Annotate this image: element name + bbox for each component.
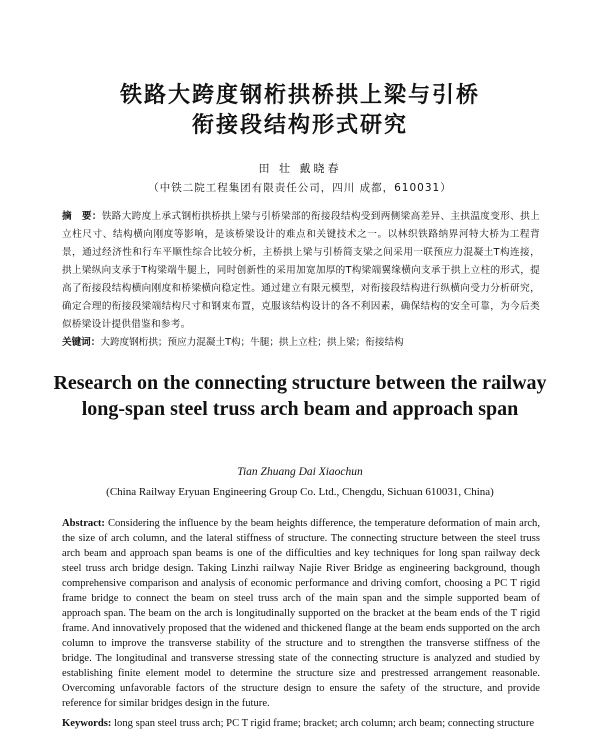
chinese-keywords-label: 关键词： [62, 337, 101, 348]
english-abstract-label: Abstract: [62, 518, 105, 529]
chinese-authors: 田 壮 戴晓春 [258, 162, 342, 175]
english-authors: Tian Zhuang Dai Xiaochun [237, 466, 363, 478]
chinese-title-line-1: 铁路大跨度钢桁拱桥拱上梁与引桥 [119, 83, 480, 108]
english-title-line-2: long-span steel truss arch beam and approach span [81, 398, 519, 420]
english-keywords-text: long span steel truss arch; PC T rigid frame; bracket; arch column; arch beam; connecting structure [111, 718, 535, 729]
chinese-abstract [62, 208, 540, 334]
chinese-affiliation: （中铁二院工程集团有限责任公司，四川 成都，610031） [148, 182, 452, 194]
english-keywords [62, 716, 540, 731]
chinese-keywords [62, 334, 540, 352]
chinese-abstract-label: 摘 要： [62, 211, 102, 222]
english-abstract-text: Considering the influence by the beam heights difference, the temperature deformation of main arch, the size of arch column, and the lateral stiffness of structure. The connecting structure between the steel truss arch beam and approach span beams is one of the difficulties and key techniques for long span railway deck steel truss arch bridge design. Taking Linzhi railway Najie River Bridge as engineering background, though comprehensive comparison and analysis of economic performance and driving comfort, choosing a PC T rigid frame bridge to connect the beam on steel truss arch of the main span and the simple supported beam of approach span. The beam on the arch is longitudinally supported on the bracket at the beam ends of the T rigid frame. And innovatively proposed that the widened and thickened flange at the beam ends supported on the arch column to improve the transverse stability of the structure and to strengthen the transverse stiffness of the bridge. The longitudinal and transverse stressing state of the connecting structure is analyzed and studied by establishing finite element model to determine the structure size and prestressed arrangement reasonable. Overcoming unfavorable factors of the structure design to ensure the safety of the structure, and provide reference for similar bridges design in the future. [62, 518, 540, 709]
english-title-line-1: Research on the connecting structure between the railway [53, 372, 547, 394]
chinese-keywords-text: 大跨度钢桁拱；预应力混凝土T构；牛腿；拱上立柱；拱上梁；衔接结构 [100, 337, 404, 348]
english-affiliation: (China Railway Eryuan Engineering Group Co. Ltd., Chengdu, Sichuan 610031, China) [106, 486, 494, 498]
english-abstract [62, 516, 540, 711]
chinese-title-line-2: 衔接段结构形式研究 [191, 113, 408, 138]
english-keywords-label: Keywords: [62, 718, 112, 729]
chinese-abstract-text: 铁路大跨度上承式钢桁拱桥拱上梁与引桥梁部的衔接段结构受到两侧梁高差异、主拱温度变形、拱上立柱尺寸、结构横向刚度等影响，是该桥梁设计的难点和关键技术之一。以林织铁路纳界河特大桥为工程背景，通过经济性和行车平顺性综合比较分析，主桥拱上梁与引桥简支梁之间采用一联预应力混凝土T构连接，拱上梁纵向支承于T构梁端牛腿上，同时创新性的采用加宽加厚的T构梁端翼缘横向支承于拱上立柱的形式，提高了衔接段结构横向刚度和桥梁横向稳定性。通过建立有限元模型，对衔接段结构进行纵横向受力分析研究，确定合理的衔接段梁端结构尺寸和钢束布置，克服该结构设计的各不利因素，确保结构的安全可靠，为今后类似桥梁设计提供借鉴和参考。 [62, 211, 540, 330]
